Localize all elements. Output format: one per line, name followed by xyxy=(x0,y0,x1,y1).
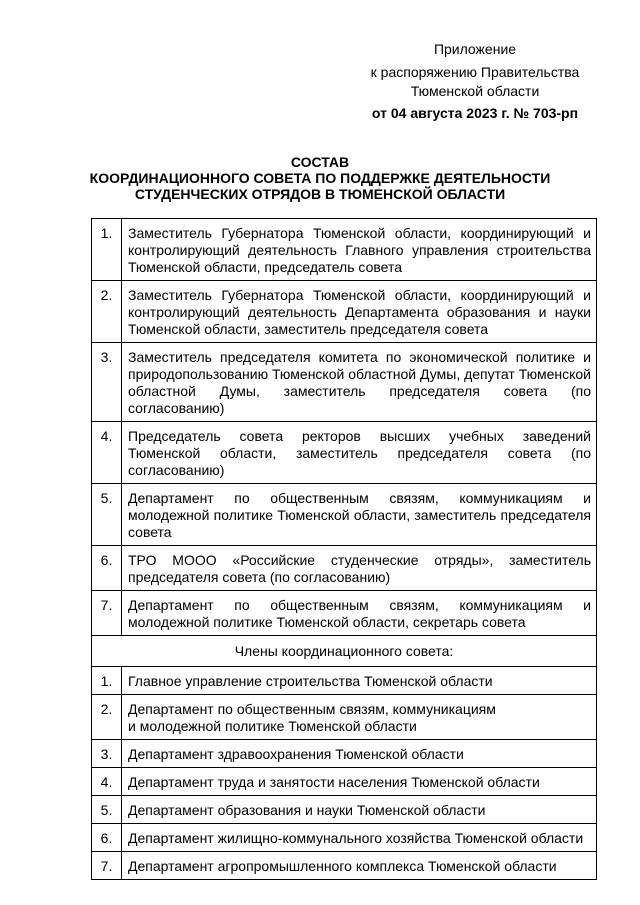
attachment-label: Приложение xyxy=(433,41,517,57)
row-text: Департамент образования и науки Тюменской области xyxy=(122,796,597,824)
row-text: Департамент агропромышленного комплекса Тюменской области xyxy=(122,852,597,880)
row-text: Заместитель Губернатора Тюменской области, координирующий и контролирующий деятельность Департамента образования и науки Тюменской области, заместитель председателя совета xyxy=(122,281,597,343)
table-row xyxy=(92,591,597,636)
council-composition-table xyxy=(91,218,597,880)
table-row xyxy=(92,768,597,796)
table-row xyxy=(92,824,597,852)
row-text: Председатель совета ректоров высших учебных заведений Тюменской области, заместитель председателя совета (по согласованию) xyxy=(122,422,597,484)
decree-number: от 04 августа 2023 г. № 703-рп xyxy=(371,105,579,121)
row-text: ТРО МООО «Российские студенческие отряды», заместитель председателя совета (по согласованию) xyxy=(122,546,597,591)
table-row xyxy=(92,219,597,281)
row-number: 5. xyxy=(92,796,122,824)
row-number: 3. xyxy=(92,343,122,422)
table-row xyxy=(92,546,597,591)
section-heading-row xyxy=(92,636,597,667)
title-line-1: СОСТАВ xyxy=(290,154,350,170)
attachment-region: Тюменской области xyxy=(410,83,540,99)
row-number: 1. xyxy=(92,667,122,695)
row-number: 5. xyxy=(92,484,122,546)
table-row xyxy=(92,422,597,484)
table-row xyxy=(92,796,597,824)
row-number: 7. xyxy=(92,591,122,636)
row-number: 4. xyxy=(92,422,122,484)
table-row xyxy=(92,740,597,768)
table-row xyxy=(92,343,597,422)
row-number: 4. xyxy=(92,768,122,796)
table-row xyxy=(92,852,597,880)
row-text: Департамент жилищно-коммунального хозяйства Тюменской области xyxy=(122,824,597,852)
attachment-order-ref: к распоряжению Правительства xyxy=(370,64,580,80)
row-text: Департамент труда и занятости населения Тюменской области xyxy=(122,768,597,796)
table-row xyxy=(92,695,597,740)
row-text: Департамент по общественным связям, коммуникациям и молодежной политике Тюменской области xyxy=(122,695,597,740)
row-text: Главное управление строительства Тюменской области xyxy=(122,667,597,695)
row-number: 6. xyxy=(92,824,122,852)
row-number: 1. xyxy=(92,219,122,281)
title-line-3: СТУДЕНЧЕСКИХ ОТРЯДОВ В ТЮМЕНСКОЙ ОБЛАСТИ xyxy=(134,186,506,202)
row-number: 7. xyxy=(92,852,122,880)
attachment-block xyxy=(350,40,600,123)
row-number: 2. xyxy=(92,695,122,740)
document-title xyxy=(80,154,560,202)
table-row xyxy=(92,484,597,546)
members-heading: Члены координационного совета: xyxy=(92,636,597,667)
row-number: 2. xyxy=(92,281,122,343)
row-text: Заместитель председателя комитета по экономической политике и природопользованию Тюменской областной Думы, депутат Тюменской областной Думы, заместитель председателя совета (по согласованию) xyxy=(122,343,597,422)
row-text: Заместитель Губернатора Тюменской области, координирующий и контролирующий деятельность Главного управления строительства Тюменской области, председатель совета xyxy=(122,219,597,281)
row-text: Департамент по общественным связям, коммуникациям и молодежной политике Тюменской области, секретарь совета xyxy=(122,591,597,636)
table-row xyxy=(92,281,597,343)
row-text: Департамент по общественным связям, коммуникациям и молодежной политике Тюменской области, заместитель председателя совета xyxy=(122,484,597,546)
title-line-2: КООРДИНАЦИОННОГО СОВЕТА ПО ПОДДЕРЖКЕ ДЕЯТЕЛЬНОСТИ xyxy=(89,170,551,186)
row-number: 3. xyxy=(92,740,122,768)
table-row xyxy=(92,667,597,695)
row-number: 6. xyxy=(92,546,122,591)
row-text: Департамент здравоохранения Тюменской области xyxy=(122,740,597,768)
